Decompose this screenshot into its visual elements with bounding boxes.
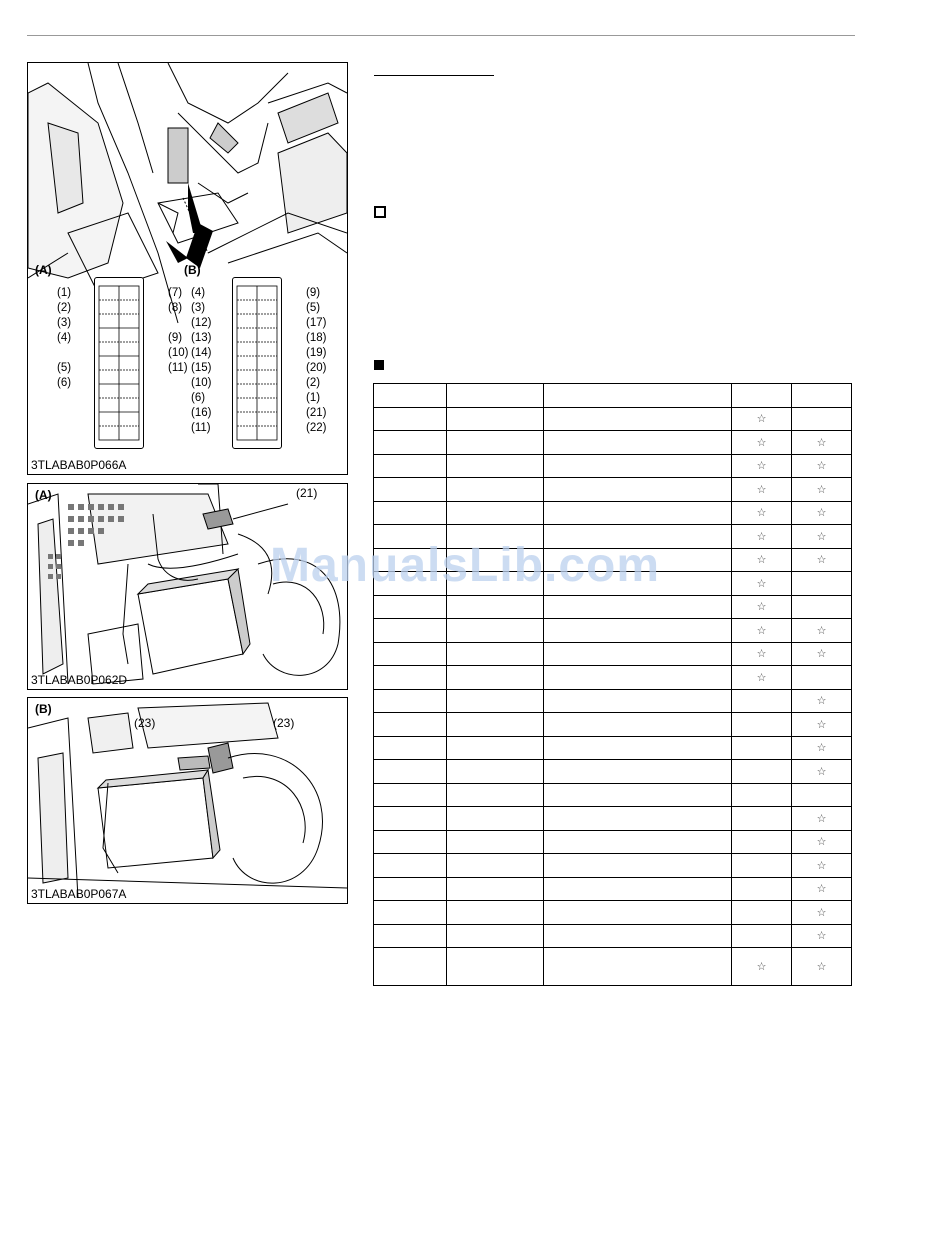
table-cell (374, 924, 447, 948)
box-b-label: (1) (306, 392, 321, 404)
star-icon: ☆ (816, 460, 827, 473)
table-row (374, 501, 852, 525)
box-b-label: (15) (191, 362, 212, 374)
square-bullet-icon (374, 360, 384, 370)
table-cell (732, 642, 792, 666)
tag-b: (B) (184, 263, 201, 277)
table-cell (374, 736, 447, 760)
star-icon: ☆ (816, 436, 827, 449)
star-icon: ☆ (816, 507, 827, 520)
table-cell (544, 924, 732, 948)
box-b-label: (20) (306, 362, 327, 374)
table-cell (374, 431, 447, 455)
table-row (374, 478, 852, 502)
table-cell (374, 807, 447, 831)
table-cell (732, 619, 792, 643)
box-b-right-labels (306, 286, 326, 436)
fuse-table (373, 383, 852, 986)
table-cell (792, 877, 852, 901)
star-icon: ☆ (816, 836, 827, 849)
figure-battery-b (27, 697, 348, 904)
box-a-label: (1) (57, 287, 72, 299)
table-cell (374, 454, 447, 478)
table-cell (544, 666, 732, 690)
table-row (374, 619, 852, 643)
table-cell (374, 830, 447, 854)
table-cell (544, 783, 732, 807)
table-cell (447, 854, 544, 878)
table-cell (374, 713, 447, 737)
fuse-box-b (232, 277, 282, 449)
star-icon: ☆ (816, 718, 827, 731)
star-icon: ☆ (816, 554, 827, 567)
box-b-label: (14) (191, 347, 212, 359)
table-cell (374, 595, 447, 619)
table-row (374, 924, 852, 948)
table-cell (447, 713, 544, 737)
box-b-label: (4) (191, 287, 206, 299)
table-cell (732, 713, 792, 737)
table-row (374, 948, 852, 986)
table-cell (447, 407, 544, 431)
star-icon: ☆ (816, 859, 827, 872)
table-cell (374, 478, 447, 502)
table-cell (374, 854, 447, 878)
table-row (374, 736, 852, 760)
box-a-label: (6) (57, 377, 72, 389)
box-a-label: (10) (168, 347, 189, 359)
top-rule (27, 35, 855, 36)
table-cell (732, 783, 792, 807)
table-cell (544, 713, 732, 737)
table-cell (447, 830, 544, 854)
table-cell (374, 901, 447, 925)
box-b-label: (13) (191, 332, 212, 344)
fuse-box-a (94, 277, 144, 449)
box-a-label: (4) (57, 332, 72, 344)
table-cell (732, 854, 792, 878)
table-cell (544, 736, 732, 760)
star-icon: ☆ (816, 930, 827, 943)
table-cell (374, 760, 447, 784)
star-icon: ☆ (816, 906, 827, 919)
callout-23-right: (23) (273, 716, 295, 730)
table-cell (732, 501, 792, 525)
table-cell (732, 901, 792, 925)
table-row (374, 407, 852, 431)
table-cell (792, 525, 852, 549)
star-icon: ☆ (816, 624, 827, 637)
table-cell (447, 642, 544, 666)
table-cell (374, 689, 447, 713)
star-icon: ☆ (756, 460, 767, 473)
table-cell (544, 830, 732, 854)
table-cell (732, 595, 792, 619)
figure-code: 3TLABAB0P066A (31, 458, 127, 472)
table-cell (544, 407, 732, 431)
table-cell (732, 807, 792, 831)
table-cell (447, 760, 544, 784)
table-cell (732, 948, 792, 986)
table-cell (447, 901, 544, 925)
heading-underline (374, 75, 494, 76)
box-a-label: (11) (168, 362, 188, 374)
table-cell (447, 619, 544, 643)
table-cell (792, 548, 852, 572)
star-icon: ☆ (816, 812, 827, 825)
table-row (374, 642, 852, 666)
table-cell (447, 877, 544, 901)
table-cell (732, 431, 792, 455)
box-a-label: (3) (57, 317, 72, 329)
battery-b-illustration (28, 698, 347, 903)
box-b-label: (19) (306, 347, 327, 359)
star-icon: ☆ (756, 483, 767, 496)
table-row (374, 431, 852, 455)
star-icon: ☆ (756, 601, 767, 614)
table-cell (447, 807, 544, 831)
table-row (374, 854, 852, 878)
box-a-label: (8) (168, 302, 183, 314)
star-icon: ☆ (816, 961, 827, 973)
table-cell (374, 407, 447, 431)
table-row (374, 666, 852, 690)
table-cell (374, 501, 447, 525)
table-cell (792, 666, 852, 690)
table-cell (792, 501, 852, 525)
table-cell (792, 454, 852, 478)
table-cell (792, 783, 852, 807)
star-icon: ☆ (816, 695, 827, 708)
box-b-label: (16) (191, 407, 212, 419)
table-cell (447, 595, 544, 619)
figure-fuse-box (27, 62, 348, 475)
star-icon: ☆ (756, 507, 767, 520)
table-cell (447, 478, 544, 502)
star-icon: ☆ (756, 648, 767, 661)
tag-a: (A) (35, 488, 52, 502)
table-cell (544, 454, 732, 478)
box-b-label: (9) (306, 287, 321, 299)
box-b-label: (12) (191, 317, 212, 329)
table-cell (544, 619, 732, 643)
table-cell (544, 689, 732, 713)
table-row (374, 689, 852, 713)
table-cell (374, 948, 447, 986)
table-cell (447, 454, 544, 478)
table-cell (447, 924, 544, 948)
table-row (374, 713, 852, 737)
star-icon: ☆ (756, 554, 767, 567)
table-cell (792, 572, 852, 596)
table-cell (732, 689, 792, 713)
table-cell (374, 619, 447, 643)
star-icon: ☆ (816, 648, 827, 661)
star-icon: ☆ (756, 436, 767, 449)
note-book-icon (374, 206, 386, 218)
table-cell (792, 854, 852, 878)
table-cell (732, 478, 792, 502)
tag-a: (A) (35, 263, 52, 277)
box-a-label: (9) (168, 332, 183, 344)
box-a-label: (2) (57, 302, 72, 314)
table-cell (732, 454, 792, 478)
box-b-label: (10) (191, 377, 212, 389)
table-cell (544, 877, 732, 901)
box-a-label: (7) (168, 287, 183, 299)
table-cell (792, 807, 852, 831)
table-row (374, 454, 852, 478)
star-icon: ☆ (816, 765, 827, 778)
table-cell (792, 595, 852, 619)
table-row (374, 760, 852, 784)
table-cell (544, 501, 732, 525)
table-cell (732, 736, 792, 760)
table-cell (732, 760, 792, 784)
table-cell (447, 689, 544, 713)
table-cell (544, 901, 732, 925)
star-icon: ☆ (816, 530, 827, 543)
star-icon: ☆ (816, 883, 827, 896)
box-b-label: (17) (306, 317, 327, 329)
star-icon: ☆ (816, 742, 827, 755)
table-cell (374, 666, 447, 690)
table-cell (447, 501, 544, 525)
table-cell (732, 877, 792, 901)
box-b-label: (6) (191, 392, 206, 404)
star-icon: ☆ (756, 671, 767, 684)
table-cell (544, 642, 732, 666)
table-cell (447, 736, 544, 760)
table-cell (374, 642, 447, 666)
table-cell (732, 548, 792, 572)
table-row (374, 877, 852, 901)
callout-23-left: (23) (134, 716, 156, 730)
table-cell (732, 924, 792, 948)
table-cell (374, 877, 447, 901)
table-cell (792, 431, 852, 455)
table-cell (544, 760, 732, 784)
table-cell (732, 666, 792, 690)
box-b-label: (3) (191, 302, 206, 314)
table-cell (732, 572, 792, 596)
table-cell (544, 595, 732, 619)
table-cell (732, 830, 792, 854)
table-cell (792, 901, 852, 925)
box-b-label: (2) (306, 377, 321, 389)
table-cell (792, 619, 852, 643)
table-row (374, 901, 852, 925)
box-a-label: (5) (57, 362, 72, 374)
table-header-row (374, 384, 852, 408)
table-cell (374, 783, 447, 807)
star-icon: ☆ (756, 413, 767, 426)
table-cell (544, 854, 732, 878)
callout-21: (21) (296, 486, 318, 500)
table-cell (732, 407, 792, 431)
table-cell (447, 783, 544, 807)
star-icon: ☆ (756, 530, 767, 543)
table-row (374, 807, 852, 831)
table-cell (792, 407, 852, 431)
box-a-right-labels (168, 286, 188, 376)
table-row (374, 783, 852, 807)
box-b-label: (11) (191, 422, 211, 434)
table-cell (792, 689, 852, 713)
table-cell (792, 736, 852, 760)
star-icon: ☆ (816, 483, 827, 496)
star-icon: ☆ (756, 624, 767, 637)
table-cell (447, 948, 544, 986)
watermark: ManualsLib.com (270, 539, 661, 592)
tag-b: (B) (35, 702, 52, 716)
box-b-label: (22) (306, 422, 327, 434)
star-icon: ☆ (756, 577, 767, 590)
table-cell (732, 525, 792, 549)
box-b-left-labels (191, 286, 211, 436)
box-b-label: (21) (306, 407, 327, 419)
table-cell (792, 760, 852, 784)
table-cell (544, 948, 732, 986)
figure-code: 3TLABAB0P062D (31, 673, 128, 687)
table-row (374, 595, 852, 619)
star-icon: ☆ (756, 961, 767, 973)
table-cell (792, 713, 852, 737)
figure-code: 3TLABAB0P067A (31, 887, 127, 901)
table-row (374, 830, 852, 854)
table-cell (544, 478, 732, 502)
table-cell (792, 830, 852, 854)
table-cell (792, 948, 852, 986)
table-cell (544, 807, 732, 831)
table-cell (447, 666, 544, 690)
table-cell (544, 431, 732, 455)
box-a-left-labels (57, 286, 71, 391)
table-cell (792, 478, 852, 502)
box-b-label: (5) (306, 302, 321, 314)
table-cell (447, 431, 544, 455)
box-b-label: (18) (306, 332, 327, 344)
table-cell (792, 642, 852, 666)
table-cell (792, 924, 852, 948)
